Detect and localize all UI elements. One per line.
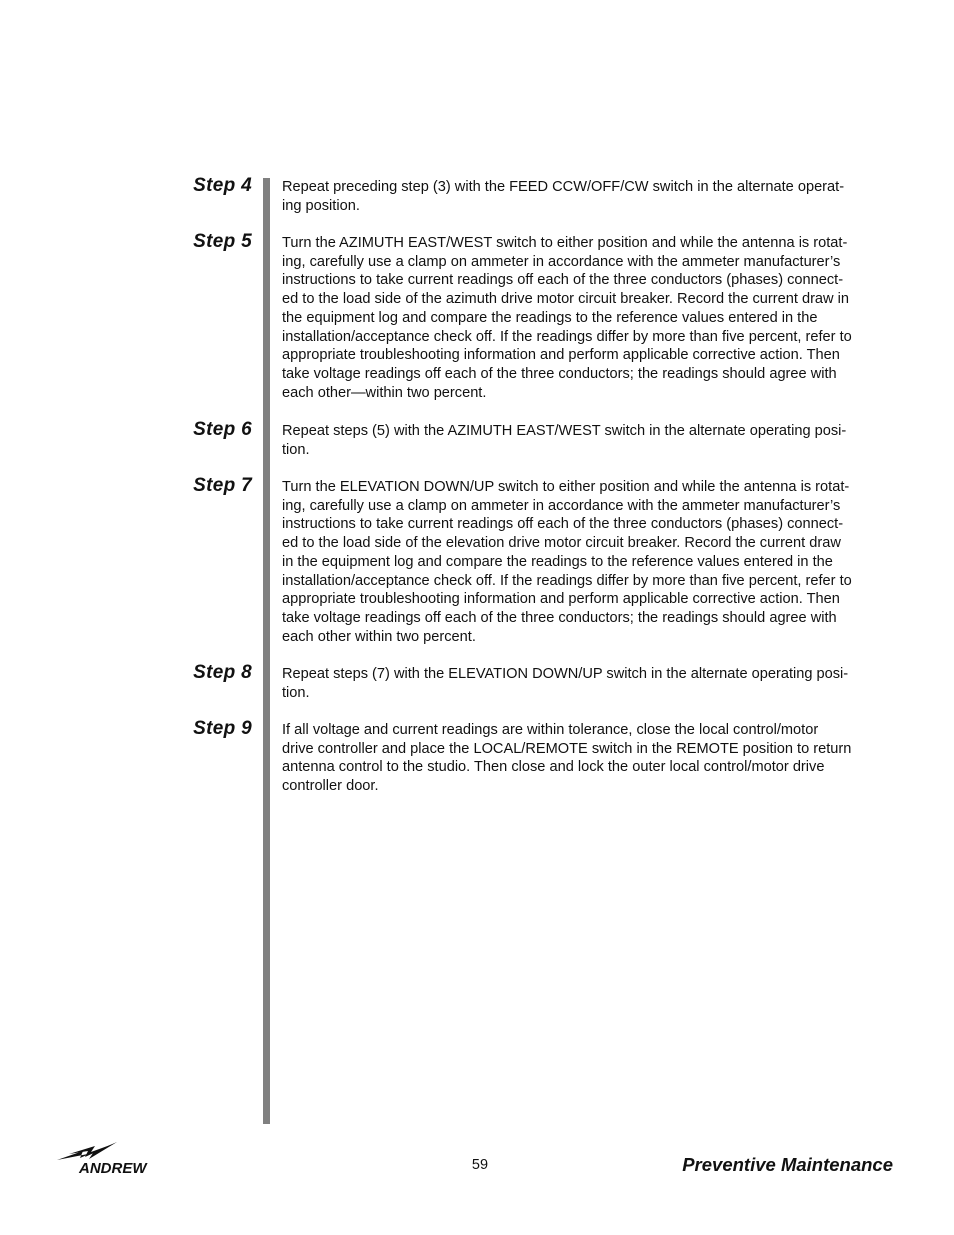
step-label: Step 5 <box>193 231 252 252</box>
step-label: Step 4 <box>193 175 252 196</box>
step-text: If all voltage and current readings are within tolerance, close the local control/motor drive controller and place the LOCAL/REMOTE switch in the REMOTE position to return antenna control to the studio. Then close and lock the outer local control/motor drive controller door. <box>282 722 852 795</box>
step-label: Step 8 <box>193 662 252 683</box>
step-label: Step 7 <box>193 475 252 496</box>
step-text: Turn the ELEVATION DOWN/UP switch to either position and while the antenna is rotat- ing, carefully use a clamp on ammeter in accordance with the ammeter manufacturer’s instructions to take current readings off each of the three conductors (phases) connect- ed to the load side of the elevation drive motor circuit breaker. Record the current draw in the equipment log and compare the readings to the reference values entered in the installation/acceptance check off. If the readings differ by more than five percent, refer to appropriate troubleshooting information and perform applicable corrective action. Then take voltage readings off each of the three conductors; the readings should agree with each other within two percent. <box>282 479 852 645</box>
step-label: Step 6 <box>193 419 252 440</box>
margin-rule <box>263 178 270 1124</box>
step-text: Repeat steps (5) with the AZIMUTH EAST/WEST switch in the alternate operating posi- tion. <box>282 423 847 458</box>
logo-text: ANDREW <box>79 1160 147 1176</box>
step-label: Step 9 <box>193 718 252 739</box>
section-title: Preventive Maintenance <box>682 1154 893 1175</box>
step-text: Repeat steps (7) with the ELEVATION DOWN/UP switch in the alternate operating posi- tion. <box>282 666 849 701</box>
page-number: 59 <box>471 1157 489 1173</box>
andrew-logo <box>55 1140 175 1176</box>
step-text: Repeat preceding step (3) with the FEED CCW/OFF/CW switch in the alternate operat- ing position. <box>282 179 845 214</box>
step-text: Turn the AZIMUTH EAST/WEST switch to either position and while the antenna is rotat- ing, carefully use a clamp on ammeter in accordance with the ammeter manufacturer’s instructions to take current readings off each of the three conductors (phases) connect- ed to the load side of the azimuth drive motor circuit breaker. Record the current draw in the equipment log and compare the readings to the reference values entered in the installation/acceptance check off. If the readings differ by more than five percent, refer to appropriate troubleshooting information and perform applicable corrective action. Then take voltage readings off each of the three conductors; the readings should agree with each other—within two percent. <box>282 235 852 401</box>
